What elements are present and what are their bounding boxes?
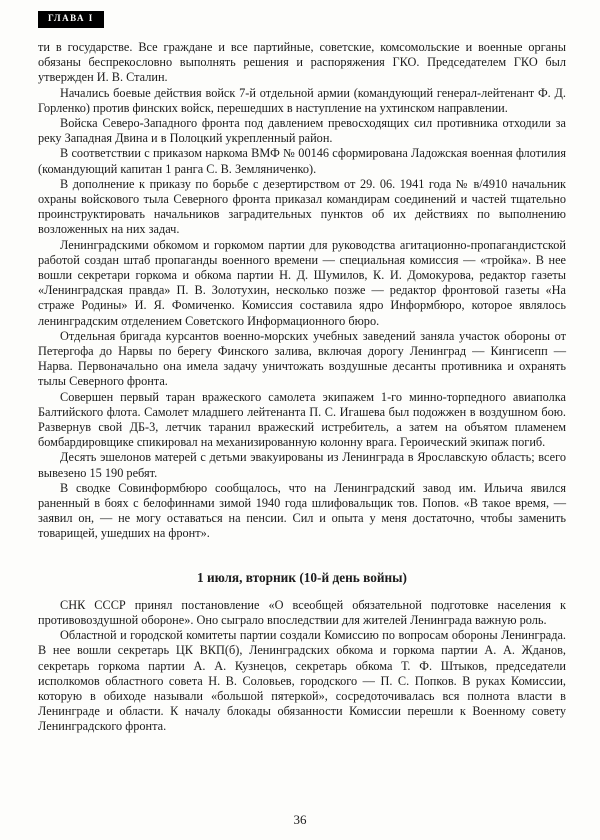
paragraph: В дополнение к приказу по борьбе с дезертирством от 29. 06. 1941 года № в/4910 начальник охраны войскового тыла Северного фронта приказал командирам соединений и частей тщательно проинструктировать начальников заградительных пунктов об их действиях по выполнению возложенных на них задач. bbox=[38, 176, 566, 237]
paragraph: В соответствии с приказом наркома ВМФ № 00146 сформирована Ладожская военная флотилия (командующий капитан 1 ранга С. В. Земляниченко). bbox=[38, 146, 566, 176]
paragraph: Ленинградскими обкомом и горкомом партии для руководства агитационно-пропагандистской работой создан штаб пропаганды военного времени — специальная комиссия — «тройка». В нее вошли секретари горкома и обкома партии Н. Д. Шумилов, К. И. Домокурова, редактор газеты «Ленинградская правда» П. В. Золотухин, несколько позже — редактор фронтовой газеты «На страже Родины» И. Я. Фомиченко. Комиссия составила ядро Информбюро, которое являлось ленинградским отделением Советского Информационного бюро. bbox=[38, 237, 566, 328]
paragraph: Совершен первый таран вражеского самолета экипажем 1-го минно-торпедного авиаполка Балтийского флота. Самолет младшего лейтенанта П. С. Игашева был подожжен в воздушном бою. Развернув свой ДБ-3, летчик таранил вражеский истребитель, а затем на объятом пламенем бомбардировщике спикировал на механизированную колонну врага. Героический экипаж погиб. bbox=[38, 389, 566, 450]
section-heading: 1 июля, вторник (10-й день войны) bbox=[197, 569, 407, 585]
paragraph: Областной и городской комитеты партии создали Комиссию по вопросам обороны Ленинграда. В нее вошли секретарь ЦК ВКП(б), Ленинградских обкома и горкома партии А. А. Жданов, секретарь горкома партии А. А. Кузнецов, секретарь обкома Т. Ф. Штыков, председатели исполкомов областного совета Н. В. Соловьев, городского — П. С. Попков. В руках Комиссии, которую в обиходе называли «большой пятеркой», сосредоточивалась вся полнота власти в Ленинграде и области. К началу блокады обязанности Комиссии перешли к Военному совету Ленинградского фронта. bbox=[38, 628, 566, 734]
paragraph: Десять эшелонов матерей с детьми эвакуированы из Ленинграда в Ярославскую область; всего вывезено 15 190 ребят. bbox=[38, 450, 566, 480]
paragraph: В сводке Совинформбюро сообщалось, что на Ленинградский завод им. Ильича явился раненный в боях с белофиннами зимой 1940 года шлифовальщик тов. Попов. «В такое время, — заявил он, — не могу оставаться на пенсии. Сил и опыта у меня достаточно, чтобы заменить товарищей, ушедших на фронт». bbox=[38, 480, 566, 541]
paragraph: ти в государстве. Все граждане и все партийные, советские, комсомольские и военные органы обязаны беспрекословно выполнять решения и распоряжения ГКО. Председателем ГКО был утвержден И. В. Сталин. bbox=[38, 39, 566, 85]
paragraph: Начались боевые действия войск 7-й отдельной армии (командующий генерал-лейтенант Ф. Д. Горленко) против финских войск, перешедших в наступление на ухтинском направлении. bbox=[38, 85, 566, 115]
body-text bbox=[38, 40, 566, 735]
paragraph: СНК СССР принял постановление «О всеобщей обязательной подготовке населения к противовоздушной обороне». Оно сыграло впоследствии для жителей Ленинграда важную роль. bbox=[38, 597, 566, 627]
chapter-header-bar bbox=[38, 11, 104, 28]
chapter-label: ГЛАВА I bbox=[48, 13, 94, 23]
paragraph: Отдельная бригада курсантов военно-морских учебных заведений заняла участок обороны от Петергофа до Нарвы по берегу Финского залива, включая дорогу Ленинград — Кингисепп — Нарва. Первоначально она имела задачу уничтожать воздушные десанты противника и охранять тылы Северного фронта. bbox=[38, 328, 566, 389]
paragraph: Войска Северо-Западного фронта под давлением превосходящих сил противника отходили за реку Западная Двина и в Полоцкий укрепленный район. bbox=[38, 115, 566, 146]
page-number: 36 bbox=[293, 812, 307, 827]
